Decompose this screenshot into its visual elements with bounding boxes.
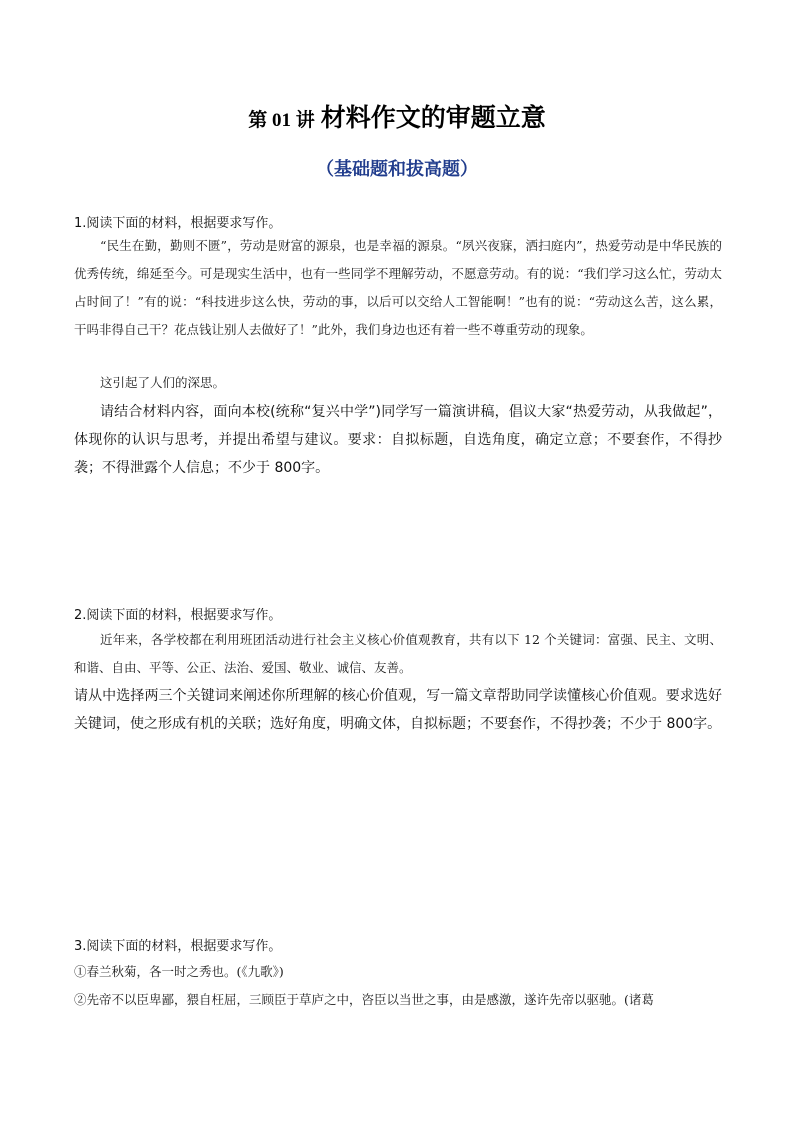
- question-1-material: “民生在勤，勤则不匮”，劳动是财富的源泉，也是幸福的源泉。“夙兴夜寐，洒扫庭内”，热爱劳动是中华民族的优秀传统，绵延至今。可是现实生活中，也有一些同学不理解劳动，不愿意劳动。有的说：“我们学习这么忙，劳动太占时间了！”有的说：“科技进步这么快，劳动的事，以后可以交给人工智能啊！”也有的说：“劳动这么苦，这么累，干吗非得自己干？花点钱让别人去做好了！”此外，我们身边也还有着一些不尊重劳动的现象。: [74, 238, 722, 337]
- question-2-material: 近年来，各学校都在利用班团活动进行社会主义核心价值观教育，共有以下 12 个关键词：富强、民主、文明、和谐、自由、平等、公正、法治、爱国、敬业、诚信、友善。: [74, 632, 722, 675]
- question-3-line-1: ①春兰秋菊，各一时之秀也。(《九歌》): [74, 964, 284, 979]
- question-3-line-2: ②先帝不以臣卑鄙，猥自枉屈，三顾臣于草庐之中，咨臣以当世之事，由是感激，遂许先帝以驱驰。(诸葛: [74, 992, 654, 1007]
- question-1-heading: 1.阅读下面的材料，根据要求写作。: [74, 216, 282, 231]
- question-2-requirement: 请从中选择两三个关键词来阐述你所理解的核心价值观，写一篇文章帮助同学读懂核心价值观。要求选好关键词，使之形成有机的关联；选好角度，明确文体，自拟标题；不要套作，不得抄袭；不少于 800字。: [74, 688, 722, 732]
- question-1-reflection: 这引起了人们的深思。: [100, 375, 226, 390]
- question-3-heading: 3.阅读下面的材料，根据要求写作。: [74, 939, 282, 954]
- page-subtitle: （基础题和拔高题）: [316, 159, 478, 180]
- page-title: [0, 98, 794, 134]
- question-2-heading: 2.阅读下面的材料，根据要求写作。: [74, 608, 282, 623]
- title-main: 材料作文的审题立意: [320, 103, 546, 132]
- question-1-requirement: 请结合材料内容，面向本校(统称“复兴中学”)同学写一篇演讲稿，倡议大家“热爱劳动，从我做起”，体现你的认识与思考，并提出希望与建议。要求：自拟标题，自选角度，确定立意；不要套作，不得抄袭；不得泄露个人信息；不少于 800字。: [74, 404, 722, 476]
- title-prefix: 第 01 讲: [248, 110, 315, 131]
